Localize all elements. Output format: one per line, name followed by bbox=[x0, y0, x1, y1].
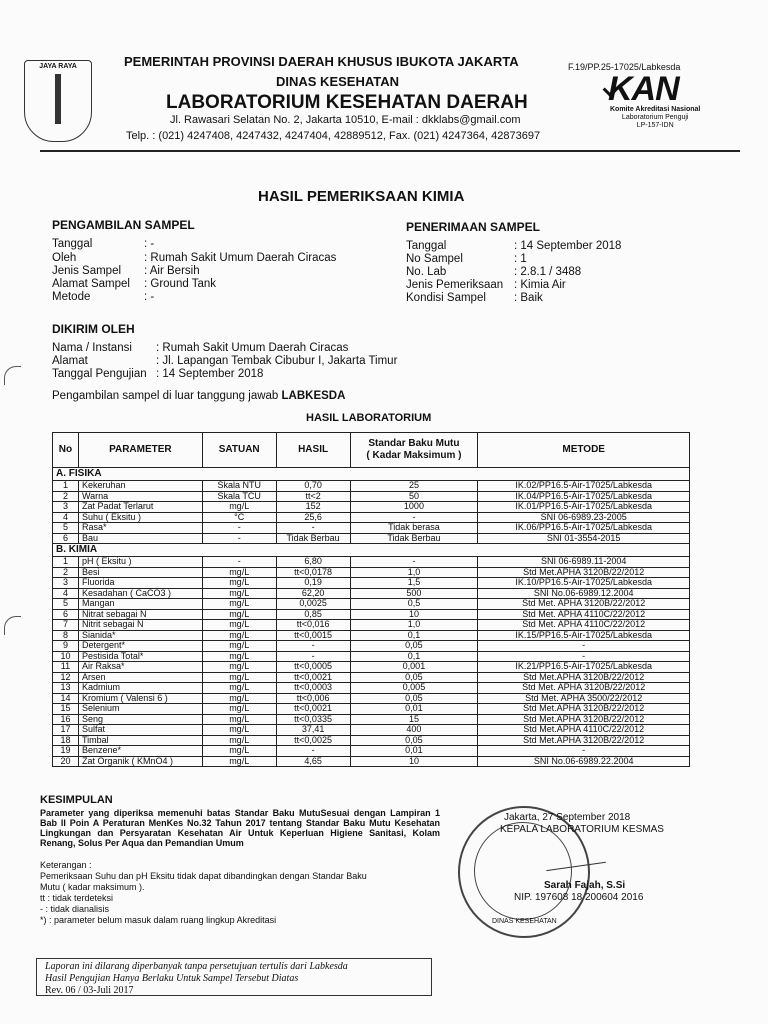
receipt-label: Kondisi Sampel bbox=[406, 292, 486, 304]
monument-icon bbox=[55, 74, 61, 124]
signature-nip: NIP. 197608 18 200604 2016 bbox=[514, 892, 644, 903]
sender-label: Alamat bbox=[52, 355, 88, 367]
cell-parameter: Pestisida Total* bbox=[78, 651, 202, 662]
cell-no: 9 bbox=[53, 641, 79, 652]
field-label: Metode bbox=[52, 291, 91, 303]
sampling-note bbox=[52, 390, 345, 402]
field-label: Jenis Sampel bbox=[52, 265, 122, 277]
cell-result: 0,0025 bbox=[276, 599, 350, 610]
cell-method: IK.10/PP16.5-Air-17025/Labkesda bbox=[478, 578, 690, 589]
cell-result: - bbox=[276, 641, 350, 652]
footer-line2: Hasil Pengujian Hanya Berlaku Untuk Sampel Tersebut Diatas bbox=[45, 973, 299, 984]
cell-standard: 1,0 bbox=[350, 567, 478, 578]
sender-label: Tanggal Pengujian bbox=[52, 368, 147, 380]
cell-parameter: Nitrat sebagai N bbox=[78, 609, 202, 620]
cell-result: tt<0,0178 bbox=[276, 567, 350, 578]
sender-value: : 14 September 2018 bbox=[156, 368, 264, 380]
cell-standard: 50 bbox=[350, 491, 478, 502]
conclusion-heading: KESIMPULAN bbox=[40, 794, 113, 806]
sampling-value: : - bbox=[144, 238, 155, 250]
col-unit: SATUAN bbox=[202, 433, 276, 468]
col-method: METODE bbox=[478, 433, 690, 468]
cell-result: tt<0,0021 bbox=[276, 672, 350, 683]
cell-parameter: Rasa* bbox=[78, 523, 202, 534]
col-no: No bbox=[53, 433, 79, 468]
cell-no: 6 bbox=[53, 609, 79, 620]
cell-unit: Skala TCU bbox=[202, 491, 276, 502]
cell-parameter: Suhu ( Eksitu ) bbox=[78, 512, 202, 523]
note-line: *) : parameter belum masuk dalam ruang lingkup Akreditasi bbox=[40, 915, 277, 925]
col-standard-line1: Standar Baku Mutu bbox=[368, 438, 460, 449]
table-row bbox=[53, 756, 690, 767]
cell-standard: 0,001 bbox=[350, 662, 478, 673]
cell-method: Std Met. APHA 3120B/22/2012 bbox=[478, 683, 690, 694]
cell-result: 0,19 bbox=[276, 578, 350, 589]
cell-method: SNI 06-6989.23-2005 bbox=[478, 512, 690, 523]
field-label: Tanggal bbox=[52, 238, 93, 250]
stamp-inner-ring bbox=[474, 822, 572, 920]
cell-method: Std Met. APHA 3500/22/2012 bbox=[478, 693, 690, 704]
cell-unit: - bbox=[202, 533, 276, 544]
note-line: tt : tidak terdeteksi bbox=[40, 893, 114, 903]
cell-no: 6 bbox=[53, 533, 79, 544]
section-title: B. KIMIA bbox=[53, 544, 690, 557]
cell-unit: mg/L bbox=[202, 693, 276, 704]
form-code: F.19/PP.25-17025/Labkesda bbox=[568, 62, 681, 72]
table-row bbox=[53, 662, 690, 673]
header-phone: Telp. : (021) 4247408, 4247432, 4247404, 42889512, Fax. (021) 4247364, 42873697 bbox=[126, 130, 541, 142]
sender-heading: DIKIRIM OLEH bbox=[52, 322, 135, 336]
cell-method: Std Met.APHA 3120B/22/2012 bbox=[478, 704, 690, 715]
sampling-value: : Air Bersih bbox=[144, 265, 200, 277]
cell-no: 2 bbox=[53, 567, 79, 578]
cell-standard: 0,1 bbox=[350, 651, 478, 662]
col-standard bbox=[350, 433, 478, 468]
cell-no: 7 bbox=[53, 620, 79, 631]
results-heading: HASIL LABORATORIUM bbox=[306, 412, 432, 424]
cell-standard: - bbox=[350, 512, 478, 523]
note-prefix: Pengambilan sampel di luar tanggung jawab bbox=[52, 390, 282, 402]
cell-standard: Tidak berasa bbox=[350, 523, 478, 534]
conclusion-text: Parameter yang diperiksa memenuhi batas Standar Baku MutuSesuai dengan Lampiran 1 Bab II Poin A Peraturan MenKes No.32 Tahun 2017 tentang Standar Baku Mutu Kesehatan Lingkungan dan Persyaratan Kesehatan Air Untuk Keperluan Higiene Sanitasi, Kolam Renang, Solus Per Aqua dan Pemandian Umum bbox=[40, 808, 440, 848]
table-row bbox=[53, 704, 690, 715]
cell-no: 3 bbox=[53, 502, 79, 513]
cell-result: - bbox=[276, 746, 350, 757]
table-row bbox=[53, 609, 690, 620]
results-table bbox=[52, 432, 690, 767]
cell-method: Std Met.APHA 3120B/22/2012 bbox=[478, 714, 690, 725]
cell-parameter: Kromium ( Valensi 6 ) bbox=[78, 693, 202, 704]
sampling-row bbox=[52, 265, 121, 277]
receipt-heading: PENERIMAAN SAMPEL bbox=[406, 220, 541, 234]
cell-result: tt<0,0005 bbox=[276, 662, 350, 673]
cell-standard: - bbox=[350, 557, 478, 568]
receipt-value: : 2.8.1 / 3488 bbox=[514, 266, 582, 278]
table-row bbox=[53, 620, 690, 631]
cell-no: 19 bbox=[53, 746, 79, 757]
header-line1: PEMERINTAH PROVINSI DAERAH KHUSUS IBUKOTA JAKARTA bbox=[124, 54, 519, 69]
cell-result: tt<0,0003 bbox=[276, 683, 350, 694]
cell-method: Std Met. APHA 4110C/22/2012 bbox=[478, 620, 690, 631]
cell-unit: mg/L bbox=[202, 683, 276, 694]
note-line: Mutu ( kadar maksimum ). bbox=[40, 882, 145, 892]
cell-standard: 25 bbox=[350, 481, 478, 492]
cell-parameter: Arsen bbox=[78, 672, 202, 683]
cell-method: SNI 01-3554-2015 bbox=[478, 533, 690, 544]
cell-parameter: Zat Organik ( KMnO4 ) bbox=[78, 756, 202, 767]
cell-result: 0,85 bbox=[276, 609, 350, 620]
header-divider bbox=[40, 150, 740, 152]
cell-unit: - bbox=[202, 523, 276, 534]
cell-standard: Tidak Berbau bbox=[350, 533, 478, 544]
cell-method: SNI No.06-6989.22.2004 bbox=[478, 756, 690, 767]
cell-unit: mg/L bbox=[202, 502, 276, 513]
table-row bbox=[53, 725, 690, 736]
footer-line3: Rev. 06 / 03-Juli 2017 bbox=[45, 985, 134, 996]
table-row bbox=[53, 533, 690, 544]
logo-text: JAYA RAYA bbox=[39, 63, 77, 70]
sender-label: Nama / Instansi bbox=[52, 342, 132, 354]
cell-unit: mg/L bbox=[202, 735, 276, 746]
notes-heading: Keterangan : bbox=[40, 860, 92, 870]
cell-standard: 0,1 bbox=[350, 630, 478, 641]
cell-unit: mg/L bbox=[202, 746, 276, 757]
cell-result: tt<0,0335 bbox=[276, 714, 350, 725]
cell-standard: 1,5 bbox=[350, 578, 478, 589]
cell-parameter: Timbal bbox=[78, 735, 202, 746]
table-header-row bbox=[53, 433, 690, 468]
cell-no: 1 bbox=[53, 557, 79, 568]
cell-parameter: Sianida* bbox=[78, 630, 202, 641]
header-line2: DINAS KESEHATAN bbox=[276, 74, 400, 89]
cell-standard: 400 bbox=[350, 725, 478, 736]
cell-parameter: Fluorida bbox=[78, 578, 202, 589]
cell-standard: 0,05 bbox=[350, 735, 478, 746]
sampling-row bbox=[52, 252, 76, 264]
stamp-ring-text: DINAS KESEHATAN bbox=[492, 918, 557, 925]
provincial-logo bbox=[24, 60, 92, 142]
cell-no: 3 bbox=[53, 578, 79, 589]
sampling-value: : Rumah Sakit Umum Daerah Ciracas bbox=[144, 252, 337, 264]
cell-result: tt<0,0021 bbox=[276, 704, 350, 715]
table-row bbox=[53, 683, 690, 694]
cell-parameter: Kadmium bbox=[78, 683, 202, 694]
cell-unit: - bbox=[202, 557, 276, 568]
cell-method: - bbox=[478, 746, 690, 757]
cell-parameter: Kekeruhan bbox=[78, 481, 202, 492]
cell-unit: mg/L bbox=[202, 609, 276, 620]
col-parameter: PARAMETER bbox=[78, 433, 202, 468]
cell-no: 4 bbox=[53, 588, 79, 599]
note-line: - : tidak dianalisis bbox=[40, 904, 110, 914]
cell-standard: 0,01 bbox=[350, 704, 478, 715]
cell-no: 14 bbox=[53, 693, 79, 704]
section-title: A. FISIKA bbox=[53, 468, 690, 481]
cell-result: 0,70 bbox=[276, 481, 350, 492]
cell-standard: 1000 bbox=[350, 502, 478, 513]
section-row bbox=[53, 468, 690, 481]
cell-result: 152 bbox=[276, 502, 350, 513]
cell-result: 37,41 bbox=[276, 725, 350, 736]
cell-result: tt<2 bbox=[276, 491, 350, 502]
cell-result: tt<0,006 bbox=[276, 693, 350, 704]
cell-standard: 10 bbox=[350, 609, 478, 620]
cell-method: Std Met.APHA 3120B/22/2012 bbox=[478, 672, 690, 683]
sampling-row bbox=[52, 278, 130, 290]
table-row bbox=[53, 502, 690, 513]
table-row bbox=[53, 512, 690, 523]
kan-logo: KAN bbox=[608, 70, 679, 108]
cell-parameter: Selenium bbox=[78, 704, 202, 715]
table-row bbox=[53, 693, 690, 704]
cell-method: - bbox=[478, 651, 690, 662]
cell-no: 18 bbox=[53, 735, 79, 746]
receipt-value: : 1 bbox=[514, 253, 527, 265]
cell-method: Std Met. APHA 4110C/22/2012 bbox=[478, 609, 690, 620]
cell-unit: mg/L bbox=[202, 578, 276, 589]
cell-no: 5 bbox=[53, 599, 79, 610]
cell-unit: mg/L bbox=[202, 588, 276, 599]
cell-method: - bbox=[478, 641, 690, 652]
header-line3: LABORATORIUM KESEHATAN DAERAH bbox=[166, 92, 528, 113]
cell-standard: 1,0 bbox=[350, 620, 478, 631]
cell-method: IK.01/PP16.5-Air-17025/Labkesda bbox=[478, 502, 690, 513]
cell-method: IK.04/PP16.5-Air-17025/Labkesda bbox=[478, 491, 690, 502]
signature-date: Jakarta, 27 September 2018 bbox=[504, 812, 631, 823]
col-standard-line2: ( Kadar Maksimum ) bbox=[366, 450, 462, 461]
cell-no: 5 bbox=[53, 523, 79, 534]
field-label: Alamat Sampel bbox=[52, 278, 130, 290]
receipt-value: : Kimia Air bbox=[514, 279, 566, 291]
cell-parameter: Nitrit sebagai N bbox=[78, 620, 202, 631]
cell-standard: 500 bbox=[350, 588, 478, 599]
sampling-heading: PENGAMBILAN SAMPEL bbox=[52, 218, 195, 232]
note-bold: LABKESDA bbox=[281, 390, 346, 402]
table-row bbox=[53, 714, 690, 725]
field-label: Oleh bbox=[52, 252, 77, 264]
table-row bbox=[53, 567, 690, 578]
cell-method: IK.21/PP16.5-Air-17025/Labkesda bbox=[478, 662, 690, 673]
cell-parameter: Bau bbox=[78, 533, 202, 544]
results-body bbox=[53, 468, 690, 767]
receipt-value: : 14 September 2018 bbox=[514, 240, 622, 252]
cell-parameter: Zat Padat Terlarut bbox=[78, 502, 202, 513]
cell-parameter: Air Raksa* bbox=[78, 662, 202, 673]
cell-no: 1 bbox=[53, 481, 79, 492]
cell-method: IK.02/PP16.5-Air-17025/Labkesda bbox=[478, 481, 690, 492]
cell-method: IK.15/PP16.5-Air-17025/Labkesda bbox=[478, 630, 690, 641]
cell-no: 11 bbox=[53, 662, 79, 673]
note-line: Pemeriksaan Suhu dan pH Eksitu tidak dapat dibandingkan dengan Standar Baku bbox=[40, 871, 367, 881]
cell-unit: mg/L bbox=[202, 714, 276, 725]
kan-sub3: LP-157-IDN bbox=[636, 122, 674, 129]
col-result: HASIL bbox=[276, 433, 350, 468]
table-row bbox=[53, 557, 690, 568]
cell-no: 13 bbox=[53, 683, 79, 694]
cell-method: Std Met.APHA 3120B/22/2012 bbox=[478, 567, 690, 578]
sender-value: : Jl. Lapangan Tembak Cibubur I, Jakarta Timur bbox=[156, 355, 398, 367]
cell-standard: 0,005 bbox=[350, 683, 478, 694]
cell-result: tt<0,016 bbox=[276, 620, 350, 631]
cell-result: tt<0,0015 bbox=[276, 630, 350, 641]
table-row bbox=[53, 523, 690, 534]
cell-parameter: Besi bbox=[78, 567, 202, 578]
cell-parameter: Mangan bbox=[78, 599, 202, 610]
cell-standard: 15 bbox=[350, 714, 478, 725]
section-row bbox=[53, 544, 690, 557]
cell-result: 62,20 bbox=[276, 588, 350, 599]
notes-block bbox=[40, 860, 440, 926]
cell-unit: mg/L bbox=[202, 672, 276, 683]
cell-no: 4 bbox=[53, 512, 79, 523]
punch-hole-mark bbox=[4, 616, 21, 635]
document-title: HASIL PEMERIKSAAN KIMIA bbox=[258, 188, 465, 205]
receipt-label: Jenis Pemeriksaan bbox=[406, 279, 504, 291]
cell-method: SNI 06-6989.11-2004 bbox=[478, 557, 690, 568]
cell-no: 15 bbox=[53, 704, 79, 715]
sampling-row bbox=[52, 291, 90, 303]
cell-standard: 0,01 bbox=[350, 746, 478, 757]
cell-no: 20 bbox=[53, 756, 79, 767]
cell-result: 25,6 bbox=[276, 512, 350, 523]
cell-no: 16 bbox=[53, 714, 79, 725]
receipt-label: No Sampel bbox=[406, 253, 463, 265]
cell-unit: mg/L bbox=[202, 599, 276, 610]
receipt-label: Tanggal bbox=[406, 240, 447, 252]
table-row bbox=[53, 641, 690, 652]
cell-unit: mg/L bbox=[202, 704, 276, 715]
cell-method: Std Met.APHA 3120B/22/2012 bbox=[478, 735, 690, 746]
cell-unit: mg/L bbox=[202, 620, 276, 631]
cell-no: 10 bbox=[53, 651, 79, 662]
cell-result: tt<0,0025 bbox=[276, 735, 350, 746]
sampling-value: : - bbox=[144, 291, 155, 303]
table-row bbox=[53, 599, 690, 610]
cell-unit: mg/L bbox=[202, 651, 276, 662]
sampling-value: : Ground Tank bbox=[144, 278, 217, 290]
table-row bbox=[53, 746, 690, 757]
cell-parameter: Warna bbox=[78, 491, 202, 502]
cell-result: 4,65 bbox=[276, 756, 350, 767]
cell-parameter: Benzene* bbox=[78, 746, 202, 757]
cell-standard: 0,05 bbox=[350, 641, 478, 652]
cell-unit: mg/L bbox=[202, 662, 276, 673]
cell-result: 6,80 bbox=[276, 557, 350, 568]
receipt-value: : Baik bbox=[514, 292, 543, 304]
footer-line1: Laporan ini dilarang diperbanyak tanpa persetujuan tertulis dari Labkesda bbox=[45, 961, 348, 972]
table-row bbox=[53, 588, 690, 599]
cell-parameter: Sulfat bbox=[78, 725, 202, 736]
cell-unit: mg/L bbox=[202, 630, 276, 641]
cell-parameter: Kesadahan ( CaCO3 ) bbox=[78, 588, 202, 599]
cell-standard: 0,5 bbox=[350, 599, 478, 610]
cell-no: 12 bbox=[53, 672, 79, 683]
receipt-label: No. Lab bbox=[406, 266, 447, 278]
cell-unit: Skala NTU bbox=[202, 481, 276, 492]
cell-standard: 0,05 bbox=[350, 693, 478, 704]
cell-result: Tidak Berbau bbox=[276, 533, 350, 544]
table-row bbox=[53, 735, 690, 746]
cell-unit: mg/L bbox=[202, 756, 276, 767]
cell-method: IK.06/PP16.5-Air-17025/Labkesda bbox=[478, 523, 690, 534]
table-row bbox=[53, 651, 690, 662]
cell-parameter: Detergent* bbox=[78, 641, 202, 652]
sampling-row bbox=[52, 238, 92, 250]
cell-standard: 0,05 bbox=[350, 672, 478, 683]
punch-hole-mark bbox=[4, 366, 21, 385]
cell-method: Std Met.APHA 4110C/22/2012 bbox=[478, 725, 690, 736]
table-row bbox=[53, 481, 690, 492]
cell-unit: mg/L bbox=[202, 567, 276, 578]
cell-unit: mg/L bbox=[202, 725, 276, 736]
kan-caption bbox=[610, 106, 700, 130]
signature-role: KEPALA LABORATORIUM KESMAS bbox=[500, 824, 664, 835]
table-row bbox=[53, 491, 690, 502]
kan-sub2: Laboratorium Penguji bbox=[621, 114, 689, 121]
cell-method: SNI No.06-6989.12.2004 bbox=[478, 588, 690, 599]
cell-unit: mg/L bbox=[202, 641, 276, 652]
cell-parameter: Seng bbox=[78, 714, 202, 725]
table-row bbox=[53, 578, 690, 589]
cell-no: 17 bbox=[53, 725, 79, 736]
header-address: Jl. Rawasari Selatan No. 2, Jakarta 10510, E-mail : dkklabs@gmail.com bbox=[170, 114, 521, 126]
signature-name: Sarah Fajah, S.Si bbox=[544, 880, 626, 891]
cell-unit: °C bbox=[202, 512, 276, 523]
cell-method: Std Met. APHA 3120B/22/2012 bbox=[478, 599, 690, 610]
sender-value: : Rumah Sakit Umum Daerah Ciracas bbox=[156, 342, 349, 354]
cell-result: - bbox=[276, 651, 350, 662]
cell-no: 8 bbox=[53, 630, 79, 641]
cell-parameter: pH ( Eksitu ) bbox=[78, 557, 202, 568]
cell-result: - bbox=[276, 523, 350, 534]
cell-no: 2 bbox=[53, 491, 79, 502]
cell-standard: 10 bbox=[350, 756, 478, 767]
table-row bbox=[53, 630, 690, 641]
footer-disclaimer bbox=[36, 958, 432, 996]
table-row bbox=[53, 672, 690, 683]
kan-sub1: Komite Akreditasi Nasional bbox=[610, 106, 701, 113]
